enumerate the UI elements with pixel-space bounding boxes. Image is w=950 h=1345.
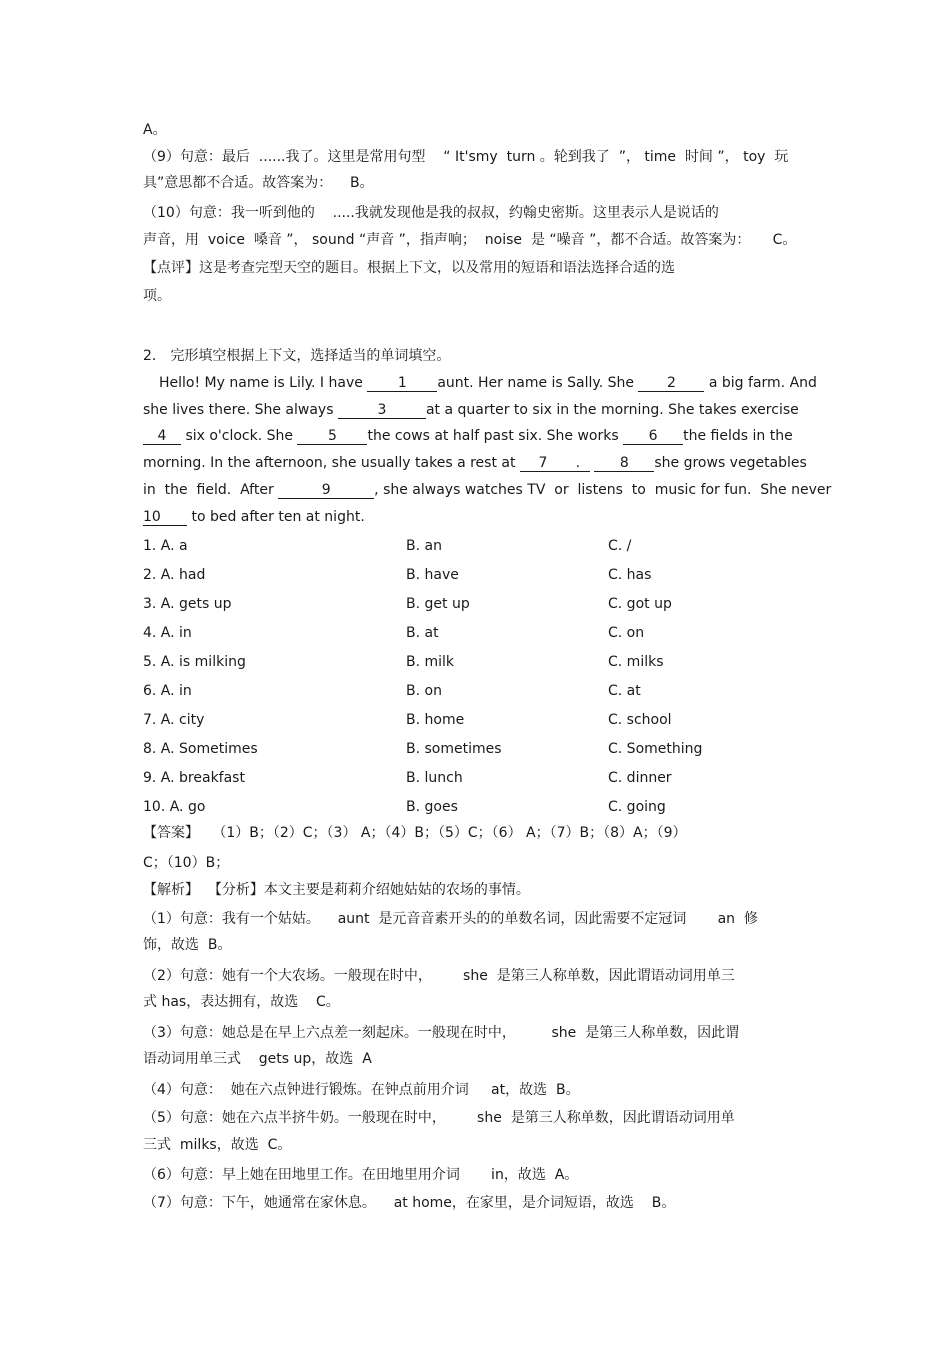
option-a: 7. A. city	[143, 712, 205, 728]
option-c: C. at	[608, 683, 641, 699]
blank-6: 6	[623, 428, 683, 445]
analysis-1-line1: （1）句意：我有一个姑姑。 aunt 是元音音素开头的的单数名词，因此需要不定冠词 an 修	[143, 911, 758, 927]
passage-line	[143, 454, 807, 472]
analysis-5-line1: （5）句意：她在六点半挤牛奶。一般现在时中， she 是第三人称单数，因此谓语动词用单	[143, 1110, 735, 1126]
comment-line2: 项。	[143, 288, 171, 304]
option-a: 3. A. gets up	[143, 596, 232, 612]
analysis-2-line1: （2）句意：她有一个大农场。一般现在时中， she 是第三人称单数，因此谓语动词用单三	[143, 968, 735, 984]
comment-line1: 【点评】这是考查完型天空的题目。根据上下文，以及常用的短语和语法选择合适的选	[143, 260, 675, 276]
passage-line	[159, 374, 817, 392]
option-a: 5. A. is milking	[143, 654, 246, 670]
answer-line1: 【答案】 （1）B；（2）C；（3） A；（4）B；（5）C；（6） A；（7）B；（8）A；（9）	[143, 825, 687, 841]
option-b: B. sometimes	[406, 741, 502, 757]
analysis-5-line2: 三式 milks，故选 C。	[143, 1137, 292, 1153]
blank-3: 3	[338, 402, 426, 419]
passage-line	[143, 508, 365, 526]
option-b: B. have	[406, 567, 459, 583]
option-c: C. school	[608, 712, 672, 728]
passage-text: a big farm. And	[704, 375, 817, 391]
analysis-3-line2: 语动词用单三式 gets up，故选 A	[143, 1051, 372, 1067]
option-a: 8. A. Sometimes	[143, 741, 258, 757]
blank-7: 7	[520, 455, 566, 472]
q10-explanation-line2: 声音，用 voice 嗓音 ”， sound “声音 ”，指声响； noise 是 “噪音 ”，都不合适。故答案为： C。	[143, 232, 797, 248]
q9-explanation-line2: 具”意思都不合适。故答案为： B。	[143, 175, 374, 191]
option-a: 2. A. had	[143, 567, 206, 583]
passage-text: , she always watches TV or listens to music for fun. She never	[374, 482, 832, 498]
passage-line	[143, 427, 793, 445]
passage-text: morning. In the afternoon, she usually takes a rest at	[143, 455, 520, 471]
option-b: B. milk	[406, 654, 455, 670]
option-c: C. dinner	[608, 770, 672, 786]
q10-explanation-line1: （10）句意：我一听到他的 .....我就发现他是我的叔叔，约翰史密斯。这里表示人是说话的	[143, 205, 719, 221]
option-c: C. milks	[608, 654, 664, 670]
option-a: 4. A. in	[143, 625, 192, 641]
passage-text: six o'clock. She	[181, 428, 298, 444]
blank-10: 10	[143, 509, 187, 526]
option-b: B. get up	[406, 596, 470, 612]
option-b: B. at	[406, 625, 439, 641]
passage-text: the fields in the	[683, 428, 793, 444]
analysis-4: （4）句意： 她在六点钟进行锻炼。在钟点前用介词 at，故选 B。	[143, 1082, 580, 1098]
passage-text: she lives there. She always	[143, 402, 338, 418]
blank-1: 1	[367, 375, 437, 392]
blank-5: 5	[297, 428, 367, 445]
analysis-3-line1: （3）句意：她总是在早上六点差一刻起床。一般现在时中， she 是第三人称单数，因此谓	[143, 1025, 740, 1041]
option-a: 9. A. breakfast	[143, 770, 245, 786]
analysis-7: （7）句意：下午，她通常在家休息。 at home，在家里，是介词短语，故选 B。	[143, 1195, 676, 1211]
passage-text: aunt. Her name is Sally. She	[437, 375, 639, 391]
option-b: B. on	[406, 683, 442, 699]
option-b: B. goes	[406, 799, 458, 815]
option-c: C. going	[608, 799, 666, 815]
option-a: 10. A. go	[143, 799, 206, 815]
option-b: B. an	[406, 538, 442, 554]
passage-line	[143, 401, 799, 419]
passage-text: at a quarter to six in the morning. She takes exercise	[425, 402, 799, 418]
option-b: B. lunch	[406, 770, 463, 786]
q9-explanation-line1: （9）句意：最后 ......我了。这里是常用句型 “ It'smy turn 。轮到我了 ”， time 时间 ”， toy 玩	[143, 149, 789, 165]
analysis-6: （6）句意：早上她在田地里工作。在田地里用介词 in，故选 A。	[143, 1167, 579, 1183]
answer-line2: C；（10）B；	[143, 855, 230, 871]
option-c: C. /	[608, 538, 632, 554]
passage-text: Hello! My name is Lily. I have	[159, 375, 368, 391]
passage-text: she grows vegetables	[654, 455, 807, 471]
passage-text: to bed after ten at night.	[187, 509, 365, 525]
blank-2: 2	[638, 375, 704, 392]
analysis-2-line2: 式 has，表达拥有，故选 C。	[143, 994, 340, 1010]
prev-answer-a: A。	[143, 122, 167, 138]
option-c: C. on	[608, 625, 645, 641]
option-b: B. home	[406, 712, 465, 728]
passage-text: in the field. After	[143, 482, 279, 498]
passage-line	[143, 481, 831, 499]
question-2-heading: 2． 完形填空根据上下文，选择适当的单词填空。	[143, 348, 451, 364]
option-c: C. has	[608, 567, 652, 583]
analysis-1-line2: 饰，故选 B。	[143, 937, 232, 953]
analysis-heading: 【解析】 【分析】本文主要是莉莉介绍她姑姑的农场的事情。	[143, 882, 530, 898]
option-c: C. Something	[608, 741, 703, 757]
blank-4: 4	[143, 428, 181, 445]
option-c: C. got up	[608, 596, 672, 612]
option-a: 6. A. in	[143, 683, 192, 699]
passage-text: the cows at half past six. She works	[367, 428, 624, 444]
blank-9: 9	[278, 482, 374, 499]
blank-7-period: .	[566, 455, 590, 472]
blank-8: 8	[594, 455, 654, 472]
option-a: 1. A. a	[143, 538, 188, 554]
